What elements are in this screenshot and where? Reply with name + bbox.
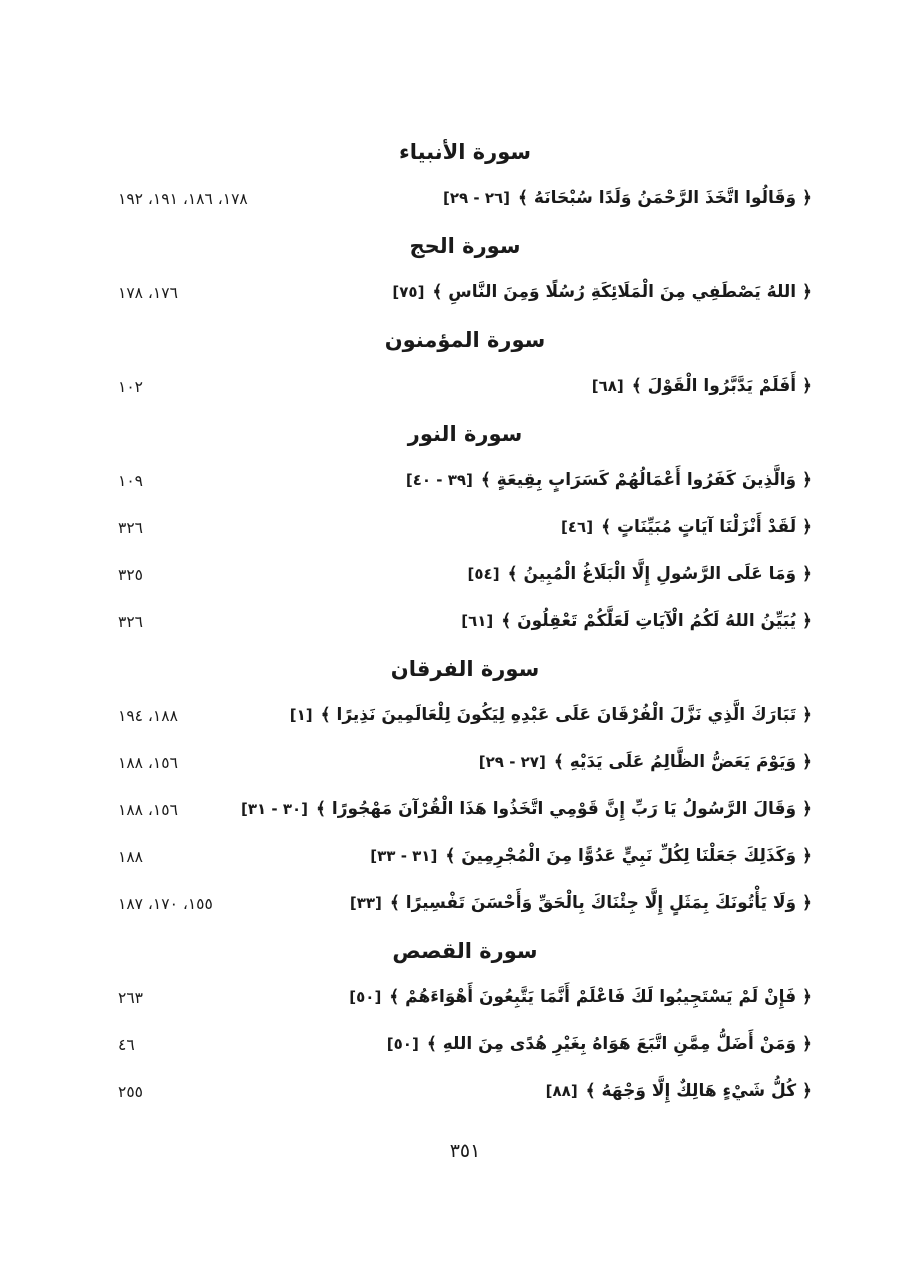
surah-section <box>118 316 812 410</box>
verse-ref: [٢٦ - ٢٩] <box>443 188 511 207</box>
section-entries <box>118 457 812 645</box>
verse-cell <box>561 513 812 543</box>
surah-section <box>118 222 812 316</box>
verse-cell <box>290 701 812 731</box>
verse-entry <box>118 551 812 598</box>
verse-cell <box>387 1030 812 1060</box>
page-references: ١٥٦، ١٨٨ <box>118 800 178 819</box>
section-entries <box>118 692 812 927</box>
page-references: ٣٢٥ <box>118 565 143 584</box>
section-entries <box>118 269 812 316</box>
page-references: ١٧٦، ١٧٨ <box>118 283 178 302</box>
section-entries <box>118 974 812 1115</box>
page-references: ١٥٥، ١٧٠، ١٨٧ <box>118 894 213 913</box>
verse-cell <box>350 889 812 919</box>
verse-entry <box>118 269 812 316</box>
verse-ref: [٥٠] <box>349 987 382 1006</box>
surah-heading: سورة القصص <box>392 938 538 963</box>
verse-cell <box>479 748 812 778</box>
verse-cell <box>468 560 812 590</box>
page-references: ٢٦٣ <box>118 988 143 1007</box>
surah-section <box>118 645 812 927</box>
page-references: ١٧٨، ١٨٦، ١٩١، ١٩٢ <box>118 189 248 208</box>
page-references: ١٨٨، ١٩٤ <box>118 706 178 725</box>
verse-entry <box>118 880 812 927</box>
verse-ref: [١] <box>289 705 313 724</box>
page-references: ٤٦ <box>118 1035 135 1054</box>
verse-entry <box>118 175 812 222</box>
verse-ref: [٣٠ - ٣١] <box>240 799 308 818</box>
page-references: ٢٥٥ <box>118 1082 143 1101</box>
verse-cell <box>443 184 812 214</box>
verse-ref: [٣١ - ٣٣] <box>370 846 438 865</box>
verse-text: ﴿ وَمَا عَلَى الرَّسُولِ إِلَّا الْبَلَاغُ الْمُبِينُ ﴾ <box>507 563 812 584</box>
verse-text: ﴿ اللهُ يَصْطَفِي مِنَ الْمَلَائِكَةِ رُسُلًا وَمِنَ النَّاسِ ﴾ <box>432 281 812 302</box>
verse-ref: [٦٨] <box>591 376 624 395</box>
surah-section <box>118 128 812 222</box>
verse-text: ﴿ وَيَوْمَ يَعَضُّ الظَّالِمُ عَلَى يَدَيْهِ ﴾ <box>553 751 812 772</box>
verse-text: ﴿ وَقَالُوا اتَّخَذَ الرَّحْمَنُ وَلَدًا سُبْحَانَهُ ﴾ <box>518 187 812 208</box>
verse-ref: [٨٨] <box>545 1081 578 1100</box>
verse-entry <box>118 833 812 880</box>
verse-cell <box>370 842 812 872</box>
index-body <box>118 128 812 1115</box>
page-references: ١٥٦، ١٨٨ <box>118 753 178 772</box>
verse-ref: [٥٠] <box>386 1034 419 1053</box>
verse-entry <box>118 1021 812 1068</box>
surah-section <box>118 410 812 645</box>
surah-section <box>118 927 812 1115</box>
page-references: ١٠٩ <box>118 471 143 490</box>
verse-ref: [٢٧ - ٢٩] <box>478 752 546 771</box>
verse-text: ﴿ أَفَلَمْ يَدَّبَّرُوا الْقَوْلَ ﴾ <box>631 375 812 396</box>
page-references: ١٨٨ <box>118 847 143 866</box>
verse-text: ﴿ كُلُّ شَيْءٍ هَالِكٌ إِلَّا وَجْهَهُ ﴾ <box>585 1080 812 1101</box>
verse-cell <box>461 607 812 637</box>
verse-text: ﴿ فَإِنْ لَمْ يَسْتَجِيبُوا لَكَ فَاعْلَمْ أَنَّمَا يَتَّبِعُونَ أَهْوَاءَهُمْ ﴾ <box>389 986 812 1007</box>
verse-cell <box>241 795 812 825</box>
surah-heading: سورة النور <box>407 421 523 446</box>
verse-text: ﴿ وَلَا يَأْتُونَكَ بِمَثَلٍ إِلَّا جِئْنَاكَ بِالْحَقِّ وَأَحْسَنَ تَفْسِيرًا ﴾ <box>389 892 812 913</box>
verse-ref: [٤٦] <box>561 517 594 536</box>
verse-text: ﴿ وَالَّذِينَ كَفَرُوا أَعْمَالُهُمْ كَسَرَابٍ بِقِيعَةٍ ﴾ <box>480 469 812 490</box>
surah-heading: سورة المؤمنون <box>384 327 546 352</box>
verse-ref: [٧٥] <box>392 282 425 301</box>
verse-entry <box>118 692 812 739</box>
verse-cell <box>406 466 812 496</box>
verse-entry <box>118 598 812 645</box>
verse-text: ﴿ لَقَدْ أَنْزَلْنَا آيَاتٍ مُبَيِّنَاتٍ ﴾ <box>601 516 812 537</box>
page-number: ٣٥١ <box>449 1139 481 1162</box>
verse-ref: [٦١] <box>461 611 494 630</box>
verse-entry <box>118 974 812 1021</box>
verse-entry <box>118 1068 812 1115</box>
verse-cell <box>592 372 812 402</box>
verse-text: ﴿ يُبَيِّنُ اللهُ لَكُمُ الْآيَاتِ لَعَلَّكُمْ تَعْقِلُونَ ﴾ <box>501 610 812 631</box>
verse-ref: [٣٣] <box>349 893 382 912</box>
verse-cell <box>546 1077 812 1107</box>
section-entries <box>118 175 812 222</box>
surah-heading: سورة الأنبياء <box>398 139 532 164</box>
verse-cell <box>392 278 812 308</box>
page-references: ٣٢٦ <box>118 612 143 631</box>
verse-entry <box>118 504 812 551</box>
verse-text: ﴿ تَبَارَكَ الَّذِي نَزَّلَ الْفُرْقَانَ عَلَى عَبْدِهِ لِيَكُونَ لِلْعَالَمِينَ نَذِيرًا ﴾ <box>320 704 812 725</box>
verse-ref: [٣٩ - ٤٠] <box>405 470 473 489</box>
verse-entry <box>118 786 812 833</box>
verse-text: ﴿ وَمَنْ أَضَلُّ مِمَّنِ اتَّبَعَ هَوَاهُ بِغَيْرِ هُدًى مِنَ اللهِ ﴾ <box>426 1033 812 1054</box>
section-entries <box>118 363 812 410</box>
surah-heading: سورة الحج <box>409 233 521 258</box>
surah-heading: سورة الفرقان <box>390 656 540 681</box>
verse-entry <box>118 739 812 786</box>
verse-text: ﴿ وَقَالَ الرَّسُولُ يَا رَبِّ إِنَّ قَوْمِي اتَّخَذُوا هَذَا الْقُرْآنَ مَهْجُورًا ﴾ <box>316 798 812 819</box>
verse-ref: [٥٤] <box>467 564 500 583</box>
page-references: ٣٢٦ <box>118 518 143 537</box>
verse-entry <box>118 363 812 410</box>
verse-entry <box>118 457 812 504</box>
verse-text: ﴿ وَكَذَلِكَ جَعَلْنَا لِكُلِّ نَبِيٍّ عَدُوًّا مِنَ الْمُجْرِمِينَ ﴾ <box>445 845 812 866</box>
page-references: ١٠٢ <box>118 377 143 396</box>
verse-cell <box>349 983 812 1013</box>
